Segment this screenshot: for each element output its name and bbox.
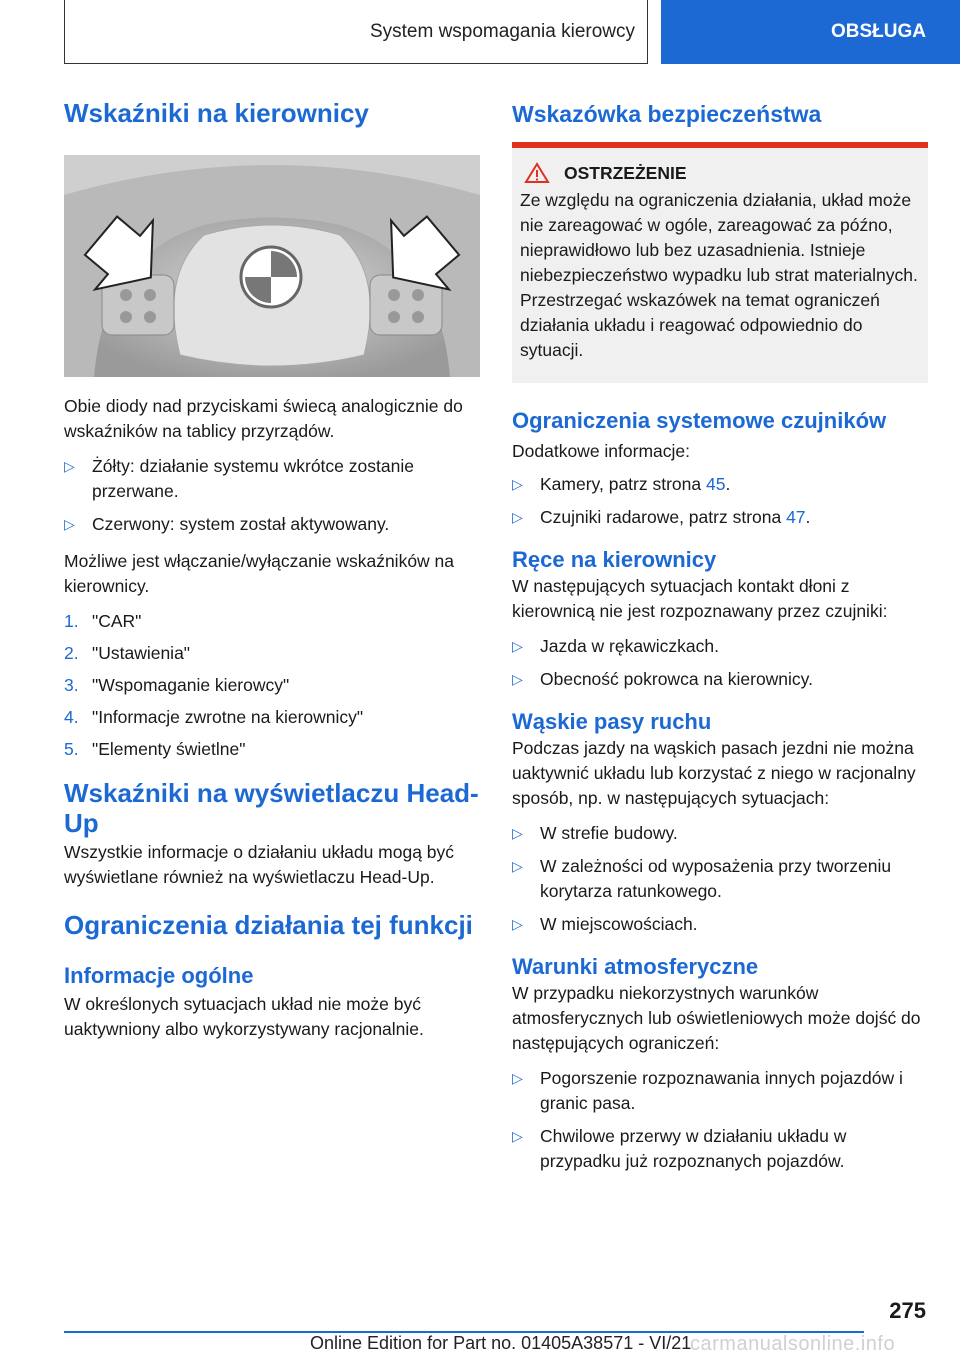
list-item: ▷ Czerwony: system został aktywowany. bbox=[64, 512, 480, 537]
list-lanes bbox=[512, 821, 928, 937]
paragraph-general: W określonych sytuacjach układ nie może być uaktywniony albo wykorzystywany racjonalnie. bbox=[64, 994, 424, 1039]
list-item: ▷ Czujniki radarowe, patrz strona 47. bbox=[512, 505, 928, 530]
paragraph-toggle: Możliwe jest włączanie/wyłączanie wskaźników na kierownicy. bbox=[64, 551, 455, 596]
list-item: ▷ Chwilowe przerwy w działaniu układu w przypadku już rozpoznanych pojazdów. bbox=[512, 1124, 928, 1174]
list-item: ▷ Pogorszenie rozpoznawania innych pojazdów i granic pasa. bbox=[512, 1066, 928, 1116]
paragraph-lanes: Podczas jazdy na wąskich pasach jezdni nie można uaktywnić układu lub korzystać z niego w racjonalny sposób, np. w następujących sytuacjach: bbox=[512, 738, 916, 808]
heading-wheel-indicators: Wskaźniki na kierownicy bbox=[64, 98, 369, 128]
right-column bbox=[512, 98, 928, 1182]
warning-title: OSTRZEŻENIE bbox=[520, 162, 920, 184]
list-item: 3. "Wspomaganie kierowcy" bbox=[64, 675, 290, 695]
list-colors bbox=[64, 454, 480, 537]
page-number: 275 bbox=[889, 1298, 926, 1323]
list-item: ▷ Jazda w rękawiczkach. bbox=[512, 634, 928, 659]
heading-safety: Wskazówka bezpieczeństwa bbox=[512, 101, 822, 127]
list-sensors bbox=[512, 472, 928, 530]
heading-lanes: Wąskie pasy ruchu bbox=[512, 709, 712, 734]
heading-hands: Ręce na kierownicy bbox=[512, 547, 717, 572]
list-item: ▷ Obecność pokrowca na kierownicy. bbox=[512, 667, 928, 692]
list-item: ▷ W strefie budowy. bbox=[512, 821, 928, 846]
warning-box bbox=[512, 148, 928, 383]
list-item: 1. "CAR" bbox=[64, 611, 142, 631]
heading-hud: Wskaźniki na wyświetlaczu Head-Up bbox=[64, 778, 479, 838]
list-item: 4. "Informacje zwrotne na kierownicy" bbox=[64, 707, 364, 727]
list-item: ▷ W miejscowościach. bbox=[512, 912, 928, 937]
footer-edition: Online Edition for Part no. 01405A38571 - VI/21 bbox=[310, 1333, 692, 1353]
left-column bbox=[64, 98, 480, 1042]
page-link-45[interactable]: 45 bbox=[706, 474, 726, 494]
paragraph-hud: Wszystkie informacje o działaniu układu mogą być wyświetlane również na wyświetlaczu Head-Up. bbox=[64, 842, 455, 887]
warning-text: Ze względu na ograniczenia działania, układ może nie zareagować w ogóle, zareagować za późno, nieprawidłowo lub bez uzasadnienia. Istnieje niebezpieczeństwo wypadku lub strat materialnych. Przestrzegać wskazówek na temat ograniczeń działania układu i reagować odpowiednio do sytuacji. bbox=[520, 190, 918, 360]
header-tab-obsluga[interactable]: OBSŁUGA bbox=[661, 0, 960, 64]
paragraph-weather: W przypadku niekorzystnych warunków atmosferycznych lub oświetleniowych może dojść do następujących ograniczeń: bbox=[512, 983, 921, 1053]
list-item: ▷ Kamery, patrz strona 45. bbox=[512, 472, 928, 497]
heading-limits: Ograniczenia działania tej funkcji bbox=[64, 910, 473, 940]
paragraph-hands: W następujących sytuacjach kontakt dłoni z kierownicą nie jest rozpoznawany przez czujniki: bbox=[512, 576, 888, 621]
header-section-title: System wspomagania kierowcy bbox=[64, 0, 648, 64]
list-hands bbox=[512, 634, 928, 692]
list-item: ▷ W zależności od wyposażenia przy tworzeniu korytarza ratunkowego. bbox=[512, 854, 928, 904]
page-link-47[interactable]: 47 bbox=[786, 507, 806, 527]
paragraph-more: Dodatkowe informacje: bbox=[512, 441, 690, 461]
heading-sensors: Ograniczenia systemowe czujników bbox=[512, 408, 887, 433]
heading-weather: Warunki atmosferyczne bbox=[512, 954, 759, 979]
list-item: 5. "Elementy świetlne" bbox=[64, 739, 246, 759]
paragraph-diodes: Obie diody nad przyciskami świecą analogicznie do wskaźników na tablicy przyrządów. bbox=[64, 396, 463, 441]
watermark: carmanualsonline.info bbox=[690, 1333, 896, 1355]
list-item: 2. "Ustawienia" bbox=[64, 643, 191, 663]
list-weather bbox=[512, 1066, 928, 1174]
heading-general: Informacje ogólne bbox=[64, 963, 254, 988]
list-item: ▷ Żółty: działanie systemu wkrótce zostanie przerwane. bbox=[64, 454, 480, 504]
steering-wheel-image bbox=[64, 155, 480, 377]
warning-triangle-icon bbox=[524, 162, 550, 184]
list-steps bbox=[64, 609, 480, 762]
